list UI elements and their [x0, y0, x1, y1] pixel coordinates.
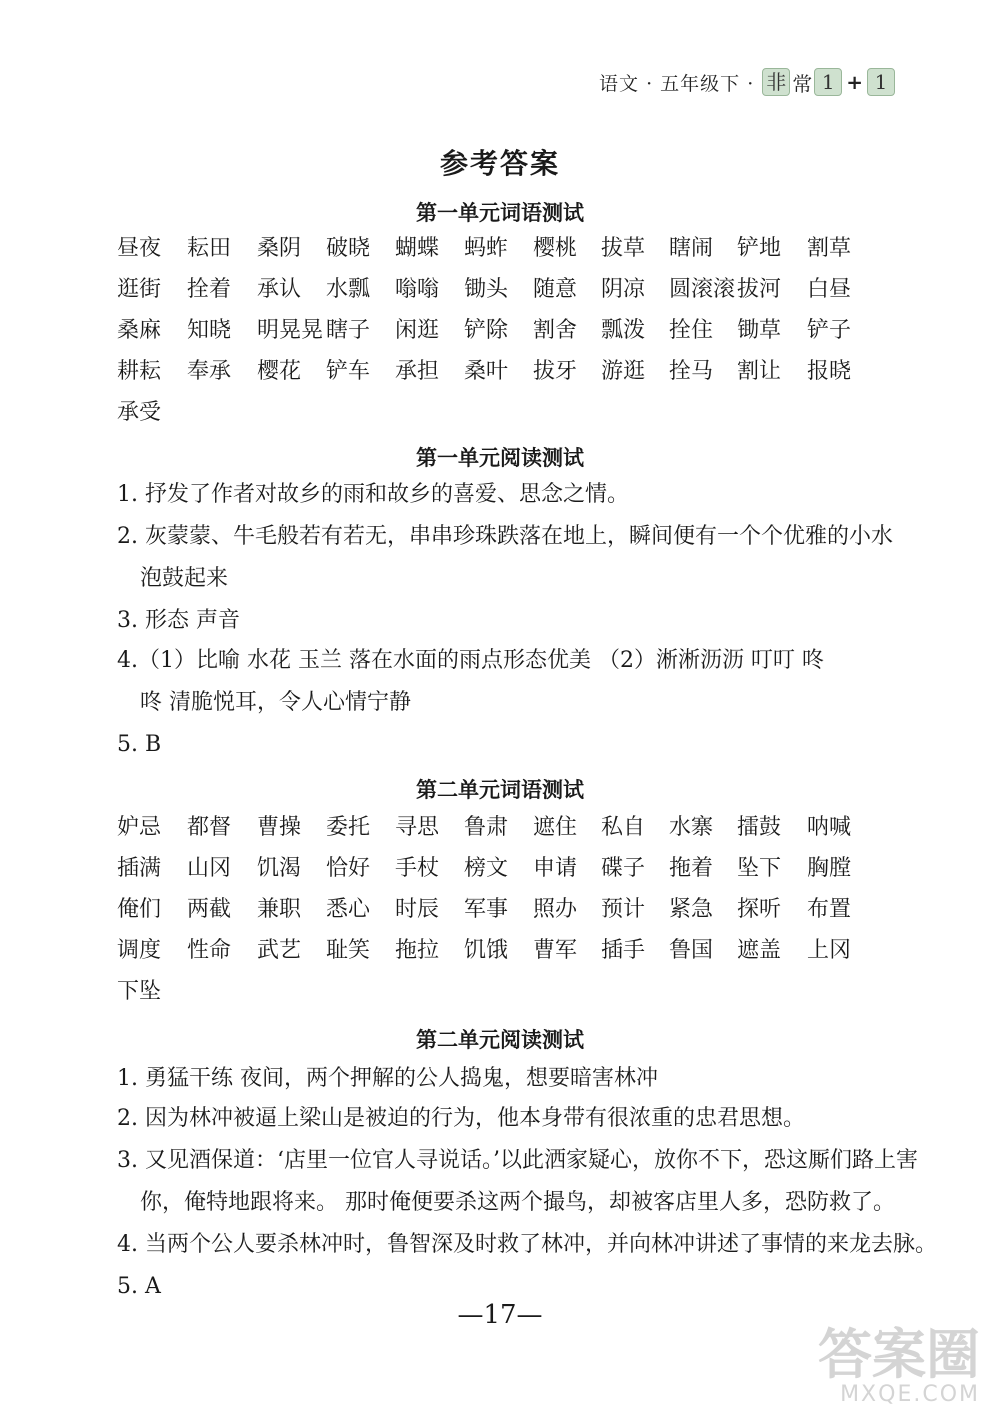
vocab-word: 照办 — [533, 897, 578, 922]
vocab-word: 山冈 — [187, 856, 232, 881]
vocab-word: 遮盖 — [737, 938, 782, 963]
vocab-word: 桑阴 — [257, 236, 302, 261]
vocab-word: 上冈 — [807, 938, 852, 963]
vocab-word: 耕耘 — [117, 359, 162, 384]
vocab-word: 逛街 — [117, 277, 162, 302]
vocab-word: 拖着 — [669, 856, 714, 881]
vocab-word: 曹操 — [257, 815, 302, 840]
vocab-word: 鲁国 — [669, 938, 714, 963]
word-row — [117, 398, 897, 428]
watermark — [790, 1322, 980, 1407]
vocab-word: 拔牙 — [533, 359, 578, 384]
vocab-word: 拔草 — [601, 236, 646, 261]
vocab-word: 桑叶 — [464, 359, 509, 384]
vocab-word: 蚂蚱 — [464, 236, 509, 261]
vocab-word: 榜文 — [464, 856, 509, 881]
logo-char: 1 — [867, 68, 895, 96]
vocab-word: 兼职 — [257, 897, 302, 922]
vocab-word: 军事 — [464, 897, 509, 922]
vocab-word: 性命 — [187, 938, 232, 963]
vocab-word: 时辰 — [395, 897, 440, 922]
vocab-word: 樱桃 — [533, 236, 578, 261]
vocab-word: 明晃晃 — [257, 318, 324, 343]
vocab-word: 调度 — [117, 938, 162, 963]
word-row — [117, 316, 897, 346]
vocab-word: 申请 — [533, 856, 578, 881]
vocab-word: 嗡嗡 — [395, 277, 440, 302]
series-logo — [762, 68, 895, 97]
answer-line: 3. 又见酒保道：‘店里一位官人寻说话。’以此洒家疑心，放你不下，恐这厮们路上害 — [117, 1148, 918, 1173]
vocab-word: 拖拉 — [395, 938, 440, 963]
vocab-word: 昼夜 — [117, 236, 162, 261]
vocab-word: 知晓 — [187, 318, 232, 343]
answer-line: 1. 勇猛干练 夜间，两个押解的公人捣鬼，想要暗害林冲 — [117, 1066, 658, 1091]
vocab-word: 饥渴 — [257, 856, 302, 881]
vocab-word: 铲地 — [737, 236, 782, 261]
vocab-word: 预计 — [601, 897, 646, 922]
vocab-word: 碟子 — [601, 856, 646, 881]
vocab-word: 耻笑 — [326, 938, 371, 963]
vocab-word: 两截 — [187, 897, 232, 922]
vocab-word: 拔河 — [737, 277, 782, 302]
vocab-word: 铲子 — [807, 318, 852, 343]
answer-line: 2. 灰蒙蒙、牛毛般若有若无，串串珍珠跌落在地上，瞬间便有一个个优雅的小水 — [117, 524, 893, 549]
logo-char: 非 — [762, 68, 790, 96]
vocab-word: 鲁肃 — [464, 815, 509, 840]
vocab-word: 割舍 — [533, 318, 578, 343]
vocab-word: 锄头 — [464, 277, 509, 302]
vocab-word: 承担 — [395, 359, 440, 384]
word-row — [117, 936, 897, 966]
vocab-word: 委托 — [326, 815, 371, 840]
vocab-word: 铲除 — [464, 318, 509, 343]
word-row — [117, 895, 897, 925]
vocab-word: 水瓢 — [326, 277, 371, 302]
vocab-word: 插满 — [117, 856, 162, 881]
answer-line: 4. 当两个公人要杀林冲时，鲁智深及时救了林冲，并向林冲讲述了事情的来龙去脉。 — [117, 1232, 937, 1257]
vocab-word: 随意 — [533, 277, 578, 302]
vocab-word: 白昼 — [807, 277, 852, 302]
vocab-word: 游逛 — [601, 359, 646, 384]
vocab-word: 拴住 — [669, 318, 714, 343]
vocab-word: 都督 — [187, 815, 232, 840]
answer-line: 咚 清脆悦耳，令人心情宁静 — [140, 690, 411, 715]
vocab-word: 瞎闹 — [669, 236, 714, 261]
vocab-word: 探听 — [737, 897, 782, 922]
word-row — [117, 813, 897, 843]
vocab-word: 铲车 — [326, 359, 371, 384]
word-row — [117, 357, 897, 387]
vocab-word: 报晓 — [807, 359, 852, 384]
vocab-word: 擂鼓 — [737, 815, 782, 840]
vocab-word: 紧急 — [669, 897, 714, 922]
section-title-unit2-vocab: 第二单元词语测试 — [416, 777, 584, 802]
section-title-unit1-reading: 第一单元阅读测试 — [416, 445, 584, 470]
vocab-word: 瞎子 — [326, 318, 371, 343]
vocab-word: 武艺 — [257, 938, 302, 963]
page-header — [599, 62, 895, 102]
vocab-word: 胸膛 — [807, 856, 852, 881]
vocab-word: 恰好 — [326, 856, 371, 881]
watermark-logo: 答案圈 — [818, 1322, 980, 1386]
vocab-word: 锄草 — [737, 318, 782, 343]
answer-line: 2. 因为林冲被逼上梁山是被迫的行为，他本身带有很浓重的忠君思想。 — [117, 1106, 805, 1131]
vocab-word: 遮住 — [533, 815, 578, 840]
answer-line: 4.（1）比喻 水花 玉兰 落在水面的雨点形态优美 （2）淅淅沥沥 叮叮 咚 — [117, 648, 824, 673]
word-row — [117, 854, 897, 884]
page-title: 参考答案 — [439, 147, 560, 180]
vocab-word: 饥饿 — [464, 938, 509, 963]
section-title-unit2-reading: 第二单元阅读测试 — [416, 1027, 584, 1052]
word-row — [117, 275, 897, 305]
vocab-word: 下坠 — [117, 979, 162, 1004]
vocab-word: 奉承 — [187, 359, 232, 384]
answer-line: 5. A — [117, 1274, 161, 1299]
vocab-word: 圆滚滚 — [669, 277, 736, 302]
word-row — [117, 234, 897, 264]
vocab-word: 手杖 — [395, 856, 440, 881]
vocab-word: 私自 — [601, 815, 646, 840]
vocab-word: 布置 — [807, 897, 852, 922]
vocab-word: 割让 — [737, 359, 782, 384]
vocab-word: 俺们 — [117, 897, 162, 922]
answer-line: 5. B — [117, 732, 162, 757]
vocab-word: 坠下 — [737, 856, 782, 881]
logo-char: + — [846, 70, 863, 94]
logo-char: 1 — [814, 68, 842, 96]
answer-line: 泡鼓起来 — [140, 566, 229, 591]
vocab-word: 呐喊 — [807, 815, 852, 840]
vocab-word: 闲逛 — [395, 318, 440, 343]
vocab-word: 破晓 — [326, 236, 371, 261]
vocab-word: 蝴蝶 — [395, 236, 440, 261]
vocab-word: 拴马 — [669, 359, 714, 384]
vocab-word: 樱花 — [257, 359, 302, 384]
answer-line: 1. 抒发了作者对故乡的雨和故乡的喜爱、思念之情。 — [117, 482, 629, 507]
subject-label: 语文 · 五年级下 · — [599, 72, 755, 95]
page-number: —17— — [457, 1300, 543, 1330]
vocab-word: 寻思 — [395, 815, 440, 840]
vocab-word: 阴凉 — [601, 277, 646, 302]
logo-char: 常 — [792, 71, 813, 96]
vocab-word: 耘田 — [187, 236, 232, 261]
vocab-word: 瓢泼 — [601, 318, 646, 343]
vocab-word: 悉心 — [326, 897, 371, 922]
vocab-word: 插手 — [601, 938, 646, 963]
vocab-word: 妒忌 — [117, 815, 162, 840]
answer-line: 3. 形态 声音 — [117, 608, 240, 633]
vocab-word: 承受 — [117, 400, 162, 425]
watermark-url: MXQE.COM — [840, 1382, 980, 1407]
answer-line: 你，俺特地跟将来。 那时俺便要杀这两个撮鸟，却被客店里人多，恐防救了。 — [140, 1190, 895, 1215]
vocab-word: 曹军 — [533, 938, 578, 963]
vocab-word: 拴着 — [187, 277, 232, 302]
word-row — [117, 977, 897, 1007]
vocab-word: 割草 — [807, 236, 852, 261]
section-title-unit1-vocab: 第一单元词语测试 — [416, 200, 584, 225]
vocab-word: 桑麻 — [117, 318, 162, 343]
vocab-word: 承认 — [257, 277, 302, 302]
vocab-word: 水寨 — [669, 815, 714, 840]
